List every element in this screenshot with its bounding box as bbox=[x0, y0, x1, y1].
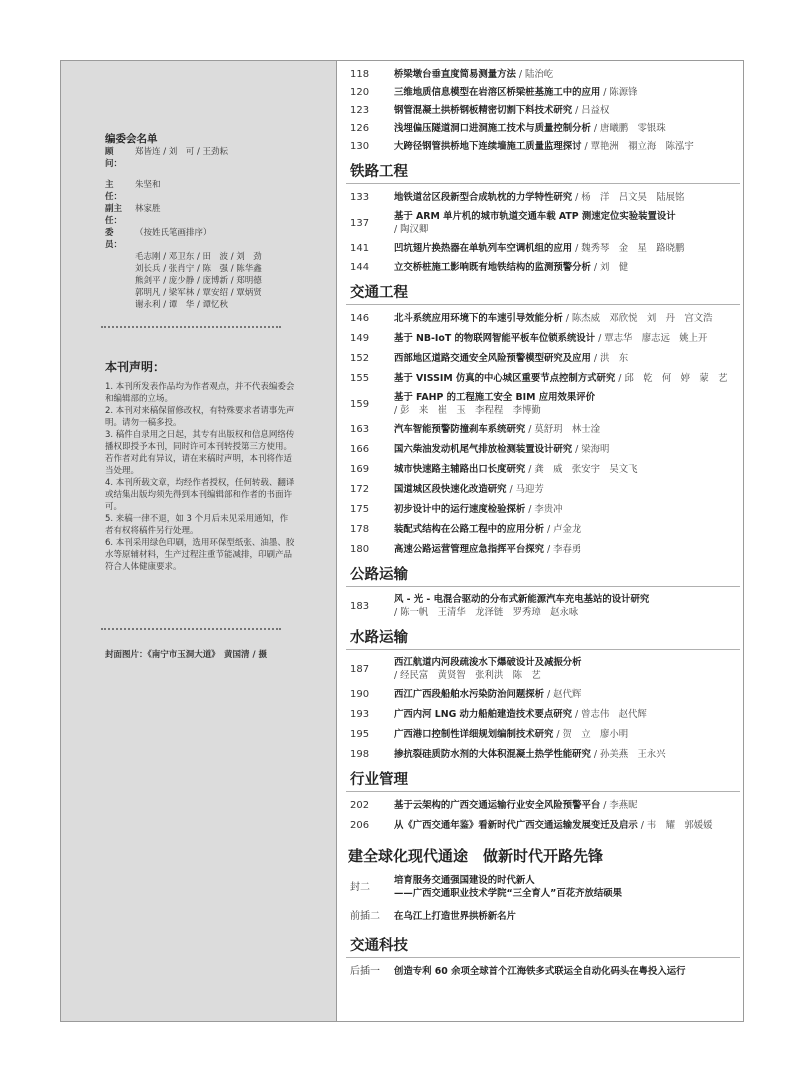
page-number: 190 bbox=[350, 689, 370, 700]
article-title: 风 - 光 - 电混合驱动的分布式新能源汽车充电基站的设计研究 bbox=[394, 594, 650, 605]
article-authors: / 唐曦鹏 零银珠 bbox=[590, 123, 666, 134]
member-line: 熊剑平 / 庞少静 / 庞博新 / 郑明德 bbox=[135, 276, 262, 286]
members-note: （按姓氏笔画排序） bbox=[135, 228, 212, 238]
director-label: 主 任： bbox=[105, 180, 123, 202]
toc-entry[interactable] bbox=[350, 191, 740, 204]
article-authors: / 陶汉卿 bbox=[394, 224, 429, 235]
page-number: 163 bbox=[350, 424, 370, 435]
editorial-committee bbox=[105, 133, 305, 311]
page-number: 120 bbox=[350, 87, 370, 98]
cover-credit: 封面图片：《南宁市玉洞大道》 黄国清 / 摄 bbox=[105, 650, 268, 660]
article-title: 培育服务交通强国建设的时代新人 bbox=[394, 875, 535, 886]
page-number: 172 bbox=[350, 484, 370, 495]
article-title: 创造专利 60 余项全球首个江海铁多式联运全自动化码头在粤投入运行 bbox=[394, 966, 686, 977]
article-authors: / 孙美燕 王永兴 bbox=[590, 749, 666, 760]
article-title: 装配式结构在公路工程中的应用分析 bbox=[394, 524, 545, 535]
article-title: 钢管混凝土拱桥钢板精密切割下料技术研究 bbox=[394, 105, 573, 116]
notice-title: 本刊声明： bbox=[105, 360, 166, 374]
page-number: 155 bbox=[350, 373, 370, 384]
article-authors: / 李燕昵 bbox=[600, 800, 638, 811]
article-authors: / 邱 乾 何 婷 蒙 艺 bbox=[615, 373, 728, 384]
notice-item: 6. 本刊采用绿色印刷，选用环保型纸张、油墨、胶水等原辅材料，生产过程注重节能减排，印刷产品符合人体健康要求。 bbox=[105, 538, 295, 572]
toc-entry[interactable] bbox=[350, 423, 740, 436]
article-authors: / 卢金龙 bbox=[544, 524, 582, 535]
toc-entry[interactable] bbox=[350, 391, 740, 417]
article-authors: / 梁海明 bbox=[572, 444, 610, 455]
article-authors: / 贺 立 廖小明 bbox=[553, 729, 629, 740]
article-title: 西江广西段船舶水污染防治问题探析 bbox=[394, 689, 545, 700]
committee-heading: 编委会名单 bbox=[105, 133, 158, 145]
article-authors: / 覃艳洲 禤立海 陈泓宇 bbox=[581, 141, 694, 152]
article-title: 基于 VISSIM 仿真的中心城区重要节点控制方式研究 bbox=[394, 373, 616, 384]
dotted-divider bbox=[101, 326, 281, 328]
article-title: 地铁道岔区段新型合成轨枕的力学特性研究 bbox=[394, 192, 573, 203]
toc-entry[interactable] bbox=[350, 261, 740, 274]
article-authors: / 杨 洋 吕文昊 陆展铭 bbox=[572, 192, 685, 203]
section-heading-industry: 行业管理 bbox=[346, 769, 740, 792]
article-title: 三维地质信息模型在岩溶区桥梁桩基施工中的应用 bbox=[394, 87, 601, 98]
notice-item: 1. 本刊所发表作品均为作者观点，并不代表编委会和编辑部的立场。 bbox=[105, 382, 295, 404]
page-number: 126 bbox=[350, 123, 370, 134]
page-number: 202 bbox=[350, 800, 370, 811]
page-number: 198 bbox=[350, 749, 370, 760]
page-number: 180 bbox=[350, 544, 370, 555]
article-authors: / 经民富 黄贤智 张利洪 陈 艺 bbox=[394, 670, 541, 681]
article-title: 汽车智能预警防撞刹车系统研究 bbox=[394, 424, 526, 435]
article-authors: / 陈杰威 邓欣悦 刘 丹 宫文浩 bbox=[562, 313, 713, 324]
article-title: 从《广西交通年鉴》看新时代广西交通运输发展变迁及启示 bbox=[394, 820, 638, 831]
page-number: 166 bbox=[350, 444, 370, 455]
page-number: 206 bbox=[350, 820, 370, 831]
page-number: 后插一 bbox=[350, 966, 380, 977]
page-number: 149 bbox=[350, 333, 370, 344]
toc-entry[interactable] bbox=[350, 352, 740, 365]
article-authors: / 洪 东 bbox=[590, 353, 629, 364]
toc-entry[interactable] bbox=[350, 503, 740, 516]
article-authors: / 陆治屹 bbox=[515, 69, 554, 80]
toc-entry[interactable] bbox=[350, 332, 740, 345]
toc-entry[interactable] bbox=[350, 593, 740, 619]
article-title: 高速公路运营管理应急指挥平台探究 bbox=[394, 544, 545, 555]
toc-entry[interactable] bbox=[350, 443, 740, 456]
article-authors: / 马迎芳 bbox=[506, 484, 544, 495]
page-number: 187 bbox=[350, 663, 370, 675]
notice-item: 2. 本刊对来稿保留修改权，有特殊要求者请事先声明。请勿一稿多投。 bbox=[105, 406, 295, 428]
article-title: 大跨径钢管拱桥地下连续墙施工质量监理探讨 bbox=[394, 141, 582, 152]
article-title: 基于 ARM 单片机的城市轨道交通车载 ATP 测速定位实验装置设计 bbox=[394, 211, 676, 222]
article-authors: / 覃志华 廖志远 姚上开 bbox=[595, 333, 708, 344]
toc-entry[interactable] bbox=[350, 68, 740, 81]
notice-item: 3. 稿件自录用之日起，其专有出版权和信息网络传播权即授予本刊，同时许可本刊转授第三方使用。若作者对此有异议，请在来稿时声明，本刊将作适当处理。 bbox=[105, 430, 295, 476]
section-heading-tech: 交通科技 bbox=[346, 935, 740, 958]
page-number: 123 bbox=[350, 105, 370, 116]
article-authors: / 龚 威 张安宇 吴文飞 bbox=[525, 464, 638, 475]
toc-entry[interactable] bbox=[350, 210, 740, 236]
article-title: 立交桥桩施工影响既有地铁结构的监测预警分析 bbox=[394, 262, 591, 273]
article-title: 桥梁墩台垂直度简易测量方法 bbox=[394, 69, 516, 80]
page-number: 137 bbox=[350, 217, 370, 229]
toc-entry[interactable] bbox=[350, 372, 740, 385]
member-line: 毛志刚 / 邓卫东 / 田 波 / 刘 劲 bbox=[135, 252, 262, 262]
article-authors: / 李春勇 bbox=[544, 544, 582, 555]
toc-entry[interactable] bbox=[350, 819, 740, 832]
toc-entry[interactable] bbox=[350, 799, 740, 812]
deputy-name: 林家胜 bbox=[135, 204, 161, 214]
page-number: 178 bbox=[350, 524, 370, 535]
page-number: 195 bbox=[350, 729, 370, 740]
director-name: 朱坚和 bbox=[135, 180, 161, 190]
page-number: 144 bbox=[350, 262, 370, 273]
page-number: 193 bbox=[350, 709, 370, 720]
article-authors: / 李贵冲 bbox=[525, 504, 563, 515]
article-title: 广西港口控制性详细规划编制技术研究 bbox=[394, 729, 554, 740]
article-title: 基于 FAHP 的工程施工安全 BIM 应用效果评价 bbox=[394, 392, 595, 403]
article-authors: / 吕益权 bbox=[572, 105, 610, 116]
toc-entry[interactable] bbox=[350, 312, 740, 325]
toc-entry[interactable] bbox=[350, 140, 740, 153]
section-heading-waterway: 水路运输 bbox=[346, 627, 740, 650]
page-number: 前插二 bbox=[350, 911, 380, 922]
toc-entry[interactable] bbox=[350, 463, 740, 476]
article-title: 国六柴油发动机尾气排放检测装置设计研究 bbox=[394, 444, 573, 455]
article-title: 广西内河 LNG 动力船舶建造技术要点研究 bbox=[394, 709, 573, 720]
article-title: 北斗系统应用环境下的车速引导效能分析 bbox=[394, 313, 563, 324]
article-subtitle: ——广西交通职业技术学院“三全育人”百花齐放结硕果 bbox=[394, 888, 622, 899]
article-title: 国道城区段快速化改造研究 bbox=[394, 484, 507, 495]
section-heading-highway: 公路运输 bbox=[346, 564, 740, 587]
sidebar bbox=[61, 61, 337, 1021]
article-authors: / 曾志伟 赵代辉 bbox=[572, 709, 647, 720]
article-title: 掺抗裂硅质防水剂的大体积混凝土热学性能研究 bbox=[394, 749, 591, 760]
article-authors: / 刘 健 bbox=[590, 262, 629, 273]
toc-entry[interactable] bbox=[350, 86, 740, 99]
page-number: 175 bbox=[350, 504, 370, 515]
page-number: 141 bbox=[350, 243, 370, 254]
toc-entry[interactable] bbox=[350, 104, 740, 117]
page-number: 封二 bbox=[350, 881, 370, 893]
toc-entry[interactable] bbox=[350, 656, 740, 682]
member-line: 郭明凡 / 梁军林 / 覃安绍 / 覃炳贤 bbox=[135, 288, 262, 298]
advisor-names: 郑皆连 / 刘 可 / 王劲耘 bbox=[135, 147, 229, 157]
article-title: 凹坑翅片换热器在单轨列车空调机组的应用 bbox=[394, 243, 573, 254]
page-number: 183 bbox=[350, 600, 370, 612]
members-label: 委 员： bbox=[105, 228, 123, 250]
article-title: 城市快速路主辅路出口长度研究 bbox=[394, 464, 526, 475]
article-authors: / 赵代辉 bbox=[544, 689, 582, 700]
article-authors: / 莫舒玥 林士淦 bbox=[525, 424, 601, 435]
section-heading-traffic: 交通工程 bbox=[346, 282, 740, 305]
article-title: 西部地区道路交通安全风险预警模型研究及应用 bbox=[394, 353, 591, 364]
page-number: 118 bbox=[350, 69, 370, 80]
article-title: 初步设计中的运行速度检验探析 bbox=[394, 504, 526, 515]
advisor-label: 顾 问： bbox=[105, 147, 123, 169]
article-title: 西江航道内河段疏浚水下爆破设计及减振分析 bbox=[394, 657, 582, 668]
toc-entry[interactable] bbox=[350, 708, 740, 721]
page-number: 159 bbox=[350, 398, 370, 410]
toc-entry[interactable] bbox=[350, 874, 740, 900]
page-number: 152 bbox=[350, 353, 370, 364]
toc-entry[interactable] bbox=[350, 728, 740, 741]
article-title: 在乌江上打造世界拱桥新名片 bbox=[394, 911, 516, 922]
toc-entry[interactable] bbox=[350, 483, 740, 496]
article-title: 浅埋偏压隧道洞口进洞施工技术与质量控制分析 bbox=[394, 123, 591, 134]
notice-item: 5. 来稿一律不退，如 3 个月后未见采用通知，作者有权将稿件另行处理。 bbox=[105, 514, 289, 536]
toc-entry[interactable] bbox=[350, 688, 740, 701]
page-number: 133 bbox=[350, 192, 370, 203]
toc-entry[interactable] bbox=[350, 910, 740, 923]
page-number: 130 bbox=[350, 141, 370, 152]
member-line: 刘长兵 / 张肖宁 / 陈 强 / 陈华鑫 bbox=[135, 264, 262, 274]
article-title: 基于 NB-IoT 的物联网智能平板车位锁系统设计 bbox=[394, 333, 596, 344]
article-authors: / 陈源锋 bbox=[600, 87, 638, 98]
member-line: 谢永利 / 谭 华 / 谭忆秋 bbox=[135, 300, 229, 310]
section-heading-railway: 铁路工程 bbox=[346, 161, 740, 184]
dotted-divider bbox=[101, 628, 281, 630]
article-authors: / 陈一帆 王清华 龙泽链 罗秀璋 赵永咏 bbox=[394, 607, 579, 618]
journal-notice bbox=[105, 361, 295, 573]
toc-entry[interactable] bbox=[350, 748, 740, 761]
toc-entry[interactable] bbox=[350, 523, 740, 536]
page-number: 146 bbox=[350, 313, 370, 324]
article-title: 基于云架构的广西交通运输行业安全风险预警平台 bbox=[394, 800, 601, 811]
toc-entry[interactable] bbox=[350, 965, 740, 978]
article-authors: / 韦 耀 郭媛媛 bbox=[637, 820, 713, 831]
notice-item: 4. 本刊所载文章，均经作者授权，任何转载、翻译或结集出版均须先得到本刊编辑部和作者的书面许可。 bbox=[105, 478, 295, 512]
feature-heading: 建全球化现代通途 做新时代开路先锋 bbox=[348, 847, 604, 865]
toc-entry[interactable] bbox=[350, 122, 740, 135]
toc-entry[interactable] bbox=[350, 543, 740, 556]
table-of-contents bbox=[350, 68, 740, 978]
toc-group-top bbox=[350, 68, 740, 153]
article-authors: / 魏秀琴 金 星 路晓鹏 bbox=[572, 243, 685, 254]
page-number: 169 bbox=[350, 464, 370, 475]
toc-entry[interactable] bbox=[350, 242, 740, 255]
deputy-label: 副主任： bbox=[105, 204, 123, 226]
article-authors: / 彭 来 崔 玉 李程程 李博勤 bbox=[394, 405, 541, 416]
